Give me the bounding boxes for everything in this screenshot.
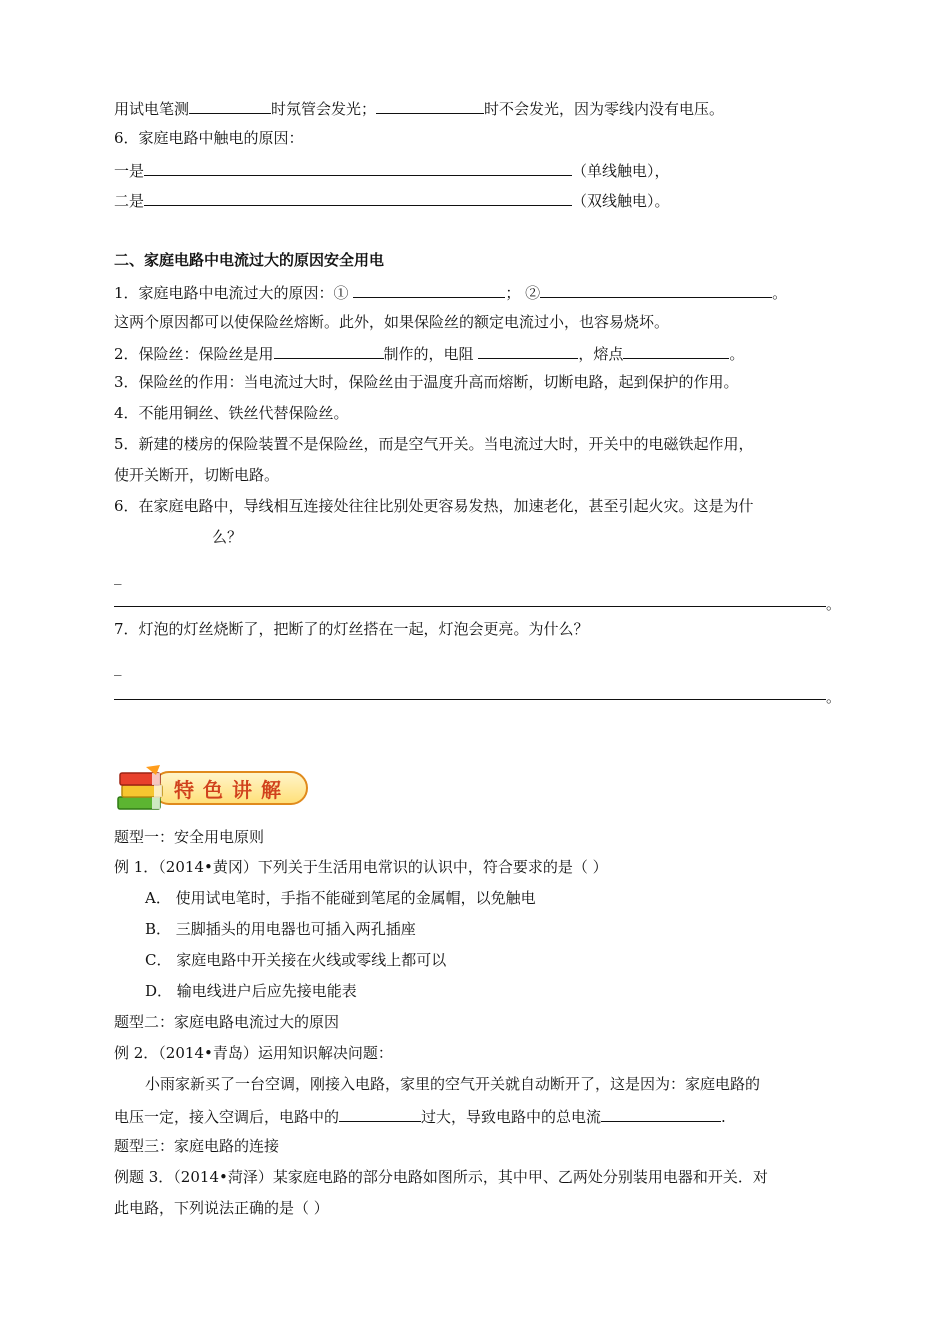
item-6: 6．在家庭电路中，导线相互连接处往往比别处更容易发热，加速老化，甚至引起火灾。这是为什 <box>114 497 754 515</box>
option-b[interactable]: B． 三脚插头的用电器也可插入两孔插座 <box>145 920 416 938</box>
item-7: 7．灯泡的灯丝烧断了，把断了的灯丝搭在一起，灯泡会更亮。为什么？ <box>114 620 589 638</box>
answer-line[interactable] <box>114 699 826 700</box>
section-2-heading: 二、家庭电路中电流过大的原因安全用电 <box>114 251 385 269</box>
item-5-continued: 使开关断开，切断电路。 <box>114 466 280 484</box>
example-3-continued: 此电路，下列说法正确的是（ ） <box>114 1199 329 1217</box>
text: . <box>721 1108 726 1126</box>
feature-badge <box>116 765 312 815</box>
text: 电压一定，接入空调后，电路中的 <box>114 1108 340 1126</box>
fill-blank[interactable] <box>339 1105 421 1122</box>
item-1 <box>114 281 787 303</box>
test-pen-line <box>114 97 724 119</box>
text: 时氖管会发光； <box>271 100 377 118</box>
text: 1．家庭电路中电流过大的原因：① <box>114 284 349 302</box>
answer-mark: _ <box>114 658 122 676</box>
fill-blank[interactable] <box>376 97 484 114</box>
example-1: 例 1．（2014•黄冈）下列关于生活用电常识的认识中，符合要求的是（ ） <box>114 858 608 876</box>
text: （单线触电）， <box>572 162 670 180</box>
badge-label: 特色讲解 <box>174 778 290 802</box>
text: 。 <box>729 345 745 363</box>
fill-blank[interactable] <box>601 1105 721 1122</box>
fill-blank[interactable] <box>478 342 578 359</box>
text: ，熔点 <box>578 345 624 363</box>
item-3: 3．保险丝的作用：当电流过大时，保险丝由于温度升高而熔断，切断电路，起到保护的作用。 <box>114 373 739 391</box>
item-2 <box>114 342 744 364</box>
item-6-heading: 6．家庭电路中触电的原因： <box>114 129 304 147</box>
option-a[interactable]: A． 使用试电笔时，手指不能碰到笔尾的金属帽，以免触电 <box>145 889 536 907</box>
option-c[interactable]: C． 家庭电路中开关接在火线或零线上都可以 <box>145 951 447 969</box>
example-3: 例题 3．（2014•菏泽）某家庭电路的部分电路如图所示，其中甲、乙两处分别装用电器和开关．对 <box>114 1168 768 1186</box>
fill-blank[interactable] <box>623 342 729 359</box>
electric-shock-reason-2 <box>114 189 670 211</box>
item-5: 5．新建的楼房的保险装置不是保险丝，而是空气开关。当电流过大时，开关中的电磁铁起作用， <box>114 435 754 453</box>
example-2-blanks <box>114 1105 726 1127</box>
type-1-title: 题型一：安全用电原则 <box>114 828 265 846</box>
text: 二是 <box>114 192 145 210</box>
item-6-continued: 么？ <box>212 528 243 546</box>
electric-shock-reason-1 <box>114 159 670 181</box>
fill-blank[interactable] <box>353 281 505 298</box>
text: 用试电笔测 <box>114 100 190 118</box>
example-2-body: 小雨家新买了一台空调，刚接入电路，家里的空气开关就自动断开了，这是因为：家庭电路的 <box>145 1075 761 1093</box>
text: ； ② <box>505 284 541 302</box>
fill-blank[interactable] <box>540 281 772 298</box>
option-d[interactable]: D． 输电线进户后应先接电能表 <box>145 982 357 1000</box>
answer-mark: _ <box>114 567 122 585</box>
item-4: 4．不能用铜丝、铁丝代替保险丝。 <box>114 404 349 422</box>
text: （双线触电）。 <box>572 192 670 210</box>
answer-line[interactable] <box>114 606 826 607</box>
text: 。 <box>772 284 788 302</box>
example-2: 例 2．（2014•青岛）运用知识解决问题： <box>114 1044 393 1062</box>
type-3-title: 题型三：家庭电路的连接 <box>114 1137 280 1155</box>
fill-blank[interactable] <box>189 97 271 114</box>
fill-blank[interactable] <box>274 342 384 359</box>
text: 过大，导致电路中的总电流 <box>421 1108 602 1126</box>
text: 一是 <box>114 162 145 180</box>
text: 2．保险丝：保险丝是用 <box>114 345 274 363</box>
type-2-title: 题型二：家庭电路电流过大的原因 <box>114 1013 340 1031</box>
text: 时不会发光，因为零线内没有电压。 <box>484 100 725 118</box>
answer-end: 。 <box>826 688 842 706</box>
books-icon <box>116 765 172 815</box>
fill-blank[interactable] <box>144 159 572 176</box>
text: 制作的，电阻 <box>383 345 474 363</box>
item-1-continued: 这两个原因都可以使保险丝熔断。此外，如果保险丝的额定电流过小，也容易烧坏。 <box>114 313 670 331</box>
answer-end: 。 <box>826 595 842 613</box>
fill-blank[interactable] <box>144 189 572 206</box>
